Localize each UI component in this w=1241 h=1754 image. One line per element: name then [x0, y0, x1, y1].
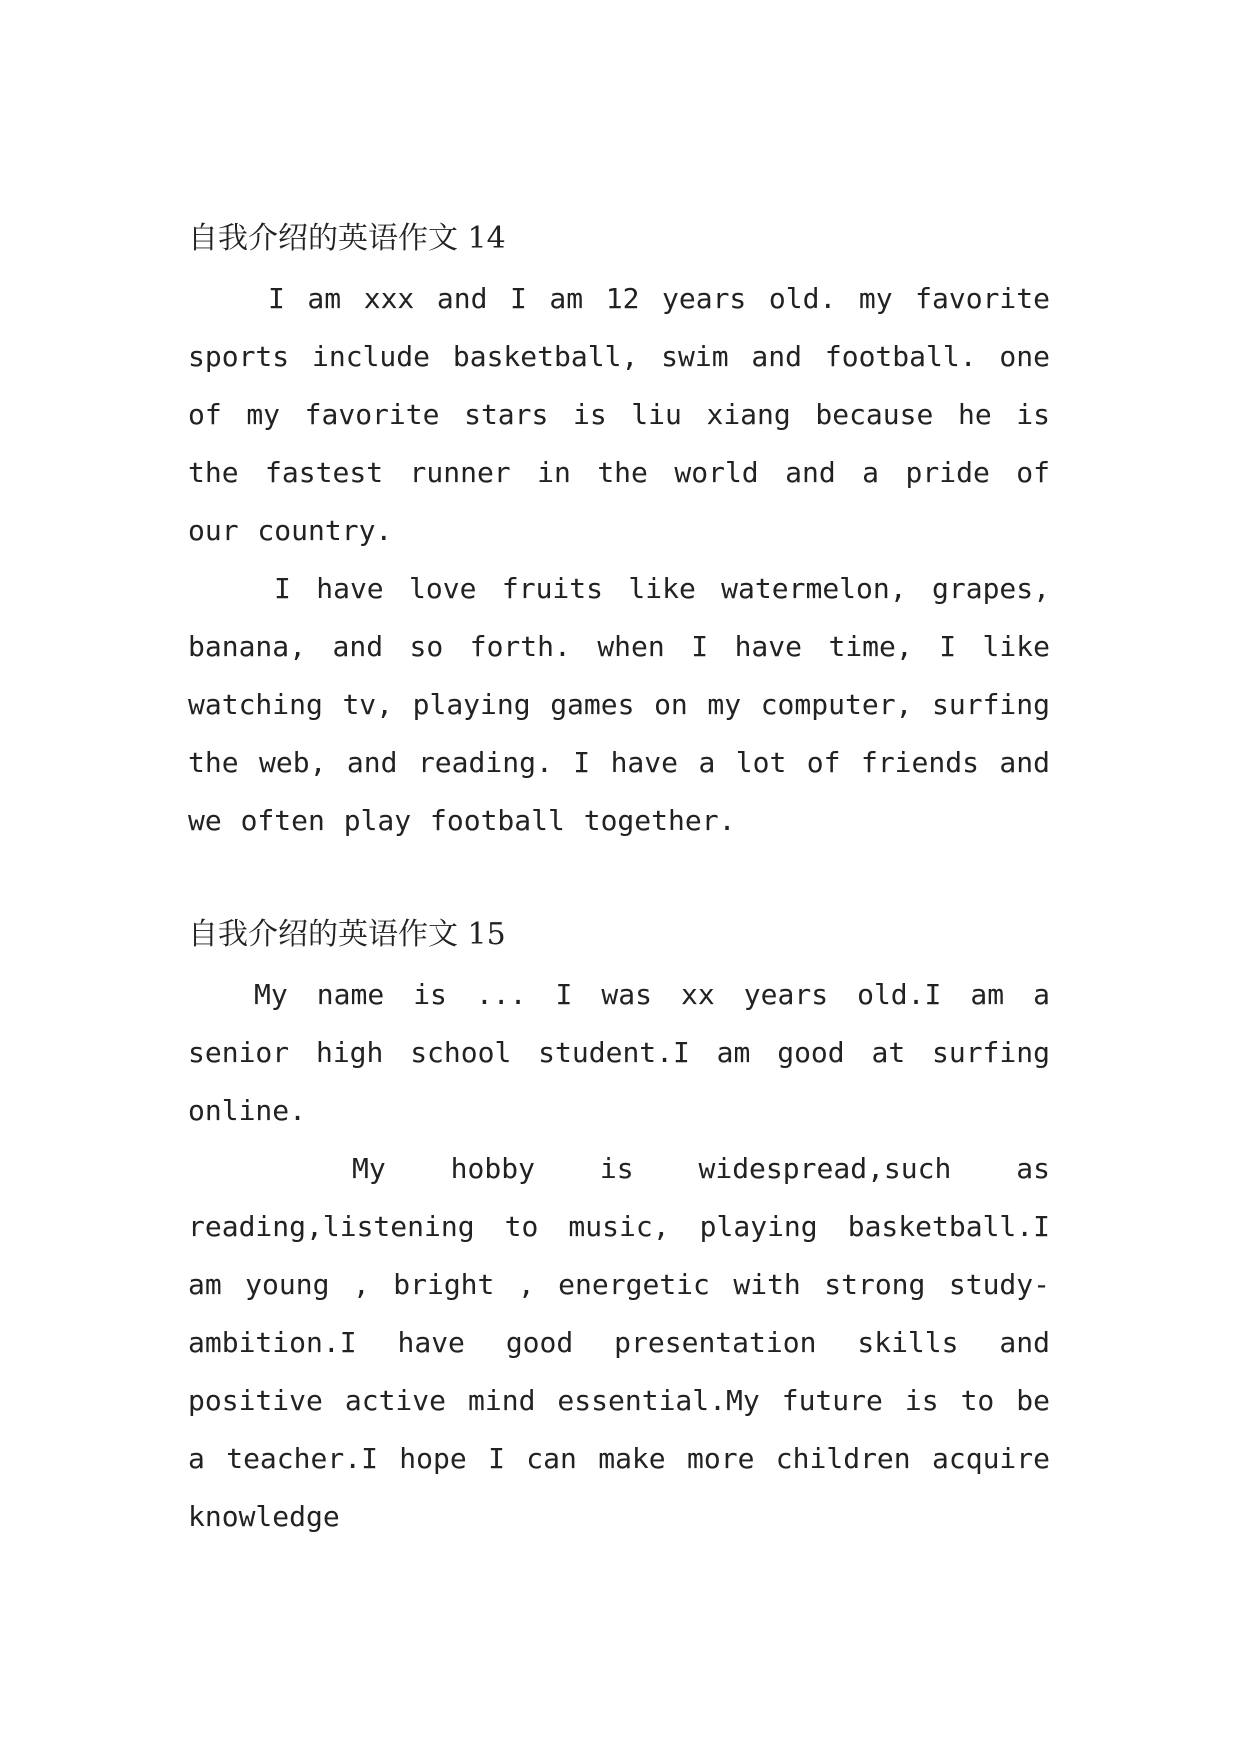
- essay-section-14: [188, 210, 1050, 850]
- paragraph: I have love fruits like watermelon, grapes, banana, and so forth. when I have time, I like watching tv, playing games on my computer, surfing the web, and reading. I have a lot of friends and we often play football together.: [188, 572, 1050, 837]
- paragraph: My hobby is widespread,such as reading,listening to music, playing basketball.I am young , bright , energetic with strong study-ambition.I have good presentation skills and positive active mind essential.My future is to be a teacher.I hope I can make more children acquire knowledge: [188, 1152, 1050, 1533]
- document-page: [188, 210, 1050, 1546]
- essay-section-15: [188, 906, 1050, 1546]
- section-heading: 自我介绍的英语作文 14: [188, 221, 506, 256]
- paragraph: My name is ... I was xx years old.I am a senior high school student.I am good at surfing online.: [188, 978, 1050, 1127]
- paragraph: I am xxx and I am 12 years old. my favorite sports include basketball, swim and football. one of my favorite stars is liu xiang because he is the fastest runner in the world and a pride of our country.: [188, 282, 1050, 547]
- section-heading: 自我介绍的英语作文 15: [188, 917, 506, 952]
